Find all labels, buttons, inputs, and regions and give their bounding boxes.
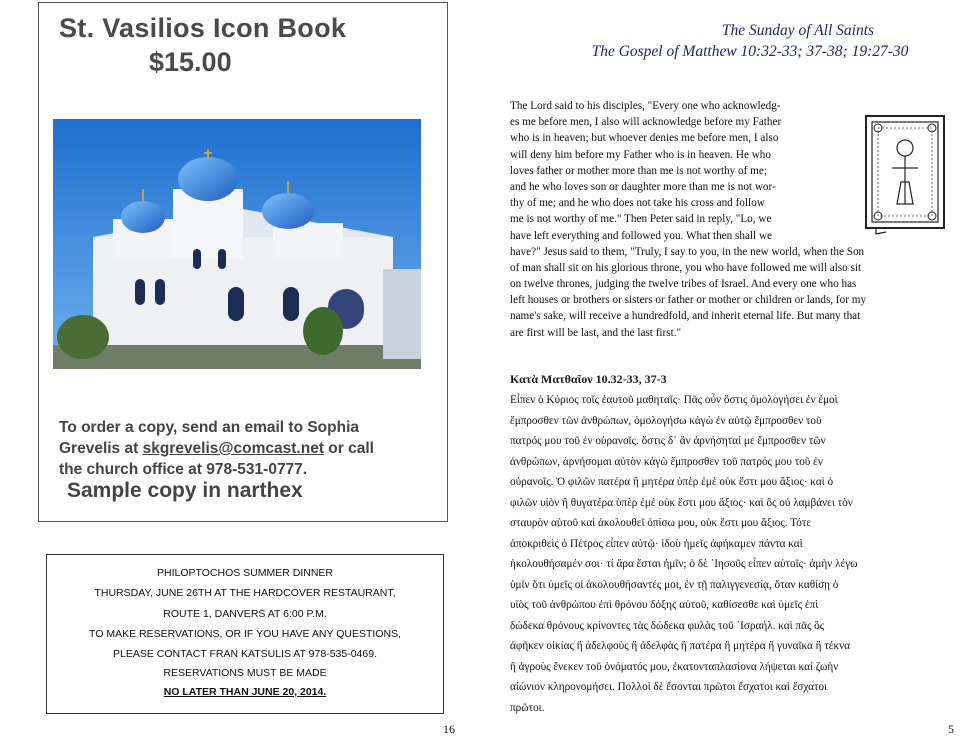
- greek-line: φιλῶν υἱὸν ἢ θυγατέρα ὑπὲρ ἐμὲ οὐκ ἔστι μου ἄξιος· καὶ ὃς οὐ λαμβάνει τὸν: [510, 496, 853, 509]
- dinner-line-1: PHILOPTOCHOS SUMMER DINNER: [157, 567, 333, 579]
- english-line: me is not worthy of me." Then Peter said in reply, "Lo, we: [510, 213, 772, 226]
- english-line: of man shall sit on his glorious throne, you who have followed me will also sit: [510, 261, 862, 274]
- dinner-announcement: [46, 554, 444, 714]
- english-line: thy of me; and he who does not take his cross and follow: [510, 197, 765, 210]
- english-line: loves father or mother more than me is not worthy of me;: [510, 164, 767, 177]
- english-line: The Lord said to his disciples, "Every one who acknowledg-: [510, 100, 781, 112]
- english-line: on twelve thrones, judging the twelve tribes of Israel. And every one who has: [510, 278, 857, 291]
- english-line: who is in heaven; but whoever denies me before men, I also: [510, 132, 779, 145]
- page-number-right: 5: [948, 722, 954, 736]
- english-line: and he who loves son or daughter more than me is not wor-: [510, 180, 776, 193]
- english-line: will deny him before my Father who is in heaven. He who: [510, 148, 771, 161]
- greek-line: ἠκολουθήσαμέν σοι· τί ἄρα ἔσται ἡμῖν; ὁ δὲ ᾿Ιησοῦς εἶπεν αὐτοῖς· ἀμὴν λέγω: [510, 558, 858, 570]
- greek-line: ὑμῖν ὅτι ὑμεῖς οἱ ἀκολουθήσαντές μοι, ἐν τῇ παλιγγενεσίᾳ, ὅταν καθίσῃ ὁ: [510, 578, 839, 591]
- ad-order-line-2-pre: Grevelis at: [59, 440, 143, 457]
- greek-line: πρῶτοι.: [510, 701, 545, 714]
- ad-order-line-2: [59, 438, 439, 459]
- gospel-greek-text: [510, 390, 955, 718]
- ad-price: $15.00: [149, 47, 232, 77]
- greek-line: πατρός μου τοῦ ἐν οὐρανοῖς. ὅστις δ᾿ ἂν ἀρνήσηταί με ἔμπροσθεν τῶν: [510, 435, 826, 447]
- greek-line: αἰώνιον κληρονομήσει. Πολλοὶ δὲ ἔσονται πρῶτοι ἔσχατοι καὶ ἔσχατοι: [510, 681, 828, 693]
- greek-line: ἢ ἀγροὺς ἕνεκεν τοῦ ὀνόματός μου, ἑκατονταπλασίονα λήψεται καὶ ζωὴν: [510, 660, 839, 673]
- gospel-heading: [560, 20, 940, 62]
- greek-line: δώδεκα θρόνους κρίνοντες τὰς δώδεκα φυλὰς τοῦ ᾿Ισραήλ. καὶ πᾶς ὃς: [510, 619, 825, 632]
- ad-order-text: [59, 417, 439, 480]
- ad-order-line-2-post: or call: [323, 440, 374, 457]
- greek-heading: Κατὰ Ματθαῖον 10.32-33, 37-3: [510, 372, 667, 386]
- greek-line: ἀνθρώπων, ἀρνήσομαι αὐτὸν κἀγὼ ἔμπροσθεν τοῦ πατρός μου τοῦ ἐν: [510, 455, 823, 468]
- page-number-left: 16: [443, 722, 455, 736]
- dinner-line-3: ROUTE 1, DANVERS AT 6:00 P.M.: [163, 608, 327, 620]
- greek-line: ἀφῆκεν οἰκίας ἢ ἀδελφοὺς ἢ ἀδελφὰς ἢ πατέρα ἢ μητέρα ἢ γυναῖκα ἢ τέκνα: [510, 640, 851, 652]
- dinner-line-6: RESERVATIONS MUST BE MADE: [163, 667, 327, 679]
- greek-line: οὐρανοῖς. Ὁ φιλῶν πατέρα ἢ μητέρα ὑπὲρ ἐμὲ οὐκ ἔστι μου ἄξιος· καὶ ὁ: [510, 476, 834, 488]
- gospel-book-icon: [862, 112, 950, 236]
- english-line: es me before men, I also will acknowledge before my Father: [510, 116, 782, 129]
- ad-order-line-1: To order a copy, send an email to Sophia: [59, 419, 360, 436]
- english-line: have?" Jesus said to them, "Truly, I say to you, in the new world, when the Son: [510, 245, 865, 258]
- english-line: are first will be last, and the last first.": [510, 326, 682, 339]
- greek-line: σταυρὸν αὐτοῦ καὶ ἀκολουθεῖ ὀπίσω μου, οὐκ ἔστι μου ἄξιος. Τότε: [510, 517, 812, 529]
- ad-title: St. Vasilios Icon Book: [59, 13, 347, 43]
- dinner-line-2: THURSDAY, JUNE 26TH AT THE HARDCOVER RESTAURANT,: [94, 587, 396, 599]
- icon-book-ad: [38, 2, 448, 522]
- dinner-line-4: TO MAKE RESERVATIONS, OR IF YOU HAVE ANY QUESTIONS,: [89, 628, 401, 640]
- dinner-line-5: PLEASE CONTACT FRAN KATSULIS AT 978-535-0469.: [113, 648, 377, 660]
- dinner-deadline: NO LATER THAN JUNE 20, 2014.: [163, 686, 327, 698]
- greek-line: υἱὸς τοῦ ἀνθρώπου ἐπὶ θρόνου δόξης αὐτοῦ, καθίσεσθε καὶ ὑμεῖς ἐπὶ: [510, 599, 819, 611]
- ad-order-line-3: the church office at 978-531-0777.: [59, 461, 308, 478]
- ad-email-link[interactable]: skgrevelis@comcast.net: [142, 440, 324, 457]
- gospel-heading-sunday: The Sunday of All Saints: [721, 22, 875, 39]
- ad-sample-note: Sample copy in narthex: [67, 479, 303, 502]
- english-line: left houses or brothers or sisters or father or mother or children or lands, for my: [510, 294, 867, 307]
- greek-line: Εἶπεν ὁ Κύριος τοῖς ἑαυτοῦ μαθηταῖς· Πᾶς οὖν ὅστις ὁμολογήσει ἐν ἐμοὶ: [510, 394, 838, 406]
- gospel-heading-reference: The Gospel of Matthew 10:32-33; 37-38; 19:27-30: [591, 43, 909, 60]
- english-line: have left everything and followed you. What then shall we: [510, 229, 772, 242]
- greek-line: ἀποκριθεὶς ὁ Πέτρος εἶπεν αὐτῷ· ἰδοὺ ἡμεῖς ἀφήκαμεν πάντα καὶ: [510, 537, 803, 550]
- church-photo: [53, 119, 421, 369]
- greek-line: ἔμπροσθεν τῶν ἀνθρώπων, ὁμολογήσω κἀγὼ ἐν αὐτῷ ἔμπροσθεν τοῦ: [510, 414, 822, 427]
- english-line: name's sake, will receive a hundredfold, and inherit eternal life. But many that: [510, 310, 861, 323]
